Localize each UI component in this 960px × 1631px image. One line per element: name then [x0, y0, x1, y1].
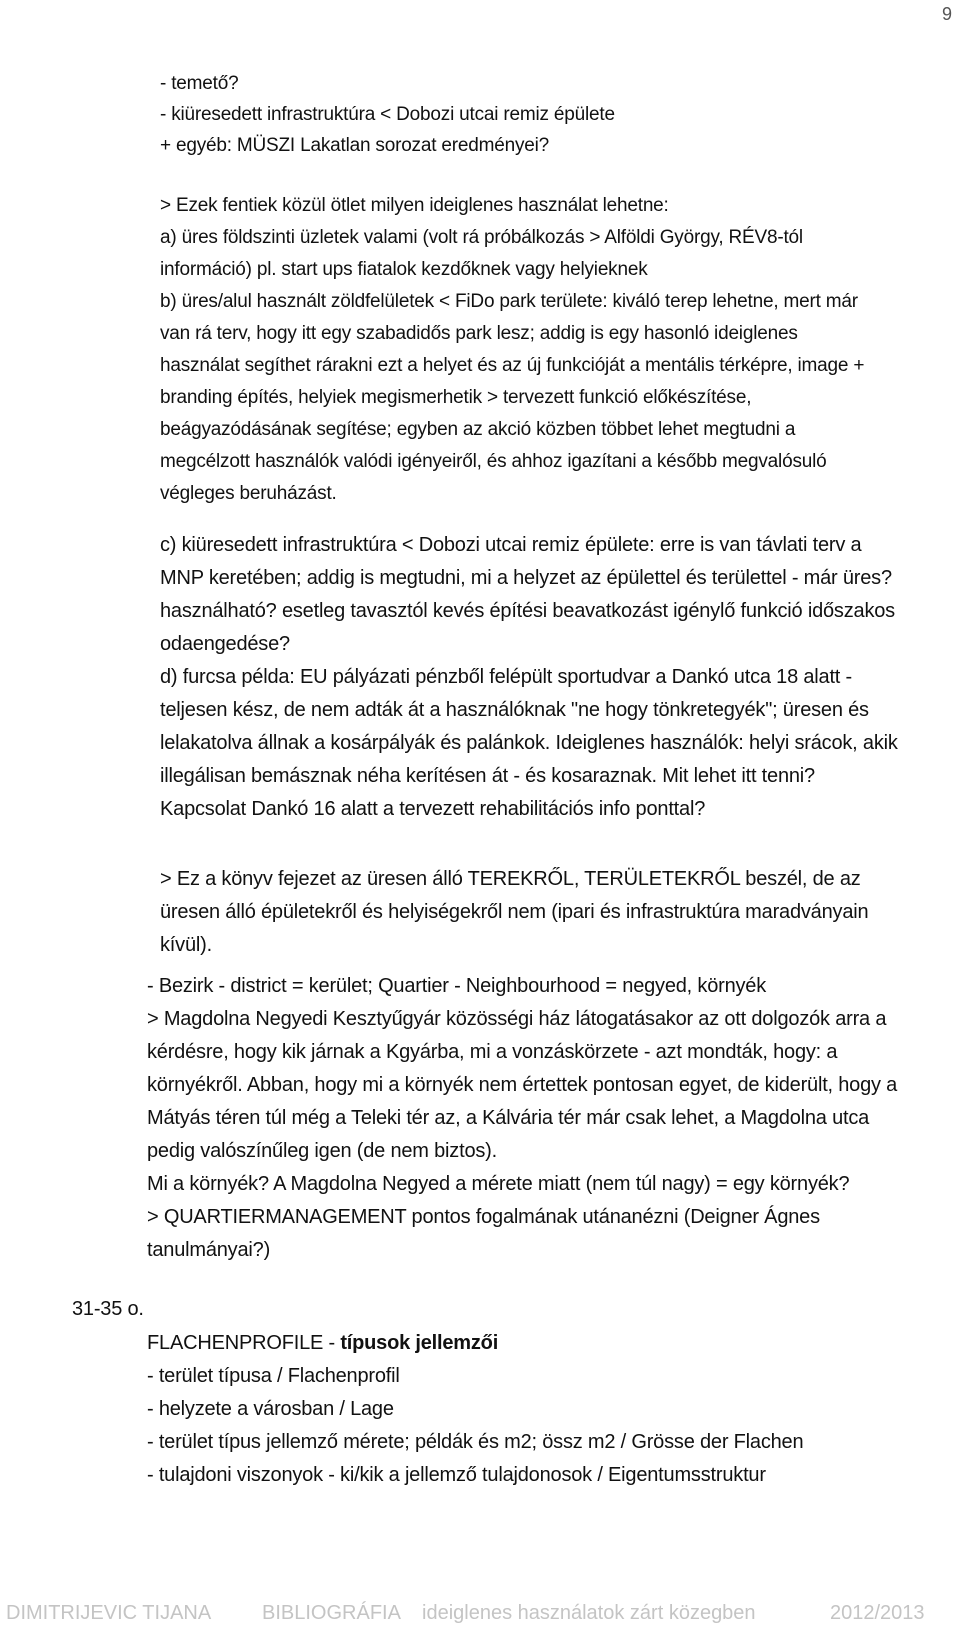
text-line: lelakatolva állnak a kosárpályák és palánkok. Ideiglenes használók: helyi srácok, akik	[160, 732, 898, 754]
c-d-paragraph	[160, 529, 898, 826]
flachenprofile-heading	[147, 1327, 803, 1360]
page-number: 9	[941, 4, 952, 24]
text-line: van rá terv, hogy itt egy szabadidős park lesz; addig is egy hasonló ideiglenes	[160, 323, 798, 344]
text-line: Kapcsolat Dankó 16 alatt a tervezett rehabilitációs info ponttal?	[160, 798, 706, 820]
text-line: végleges beruházást.	[160, 483, 337, 504]
text-line: megcélzott használók valódi igényeiről, és ahhoz igazítani a később megvalósuló	[160, 451, 827, 472]
heading-plain: FLACHENPROFILE -	[147, 1332, 341, 1354]
text-line: információ) pl. start ups fiatalok kezdőknek vagy helyieknek	[160, 259, 648, 280]
text-line: branding építés, helyiek megismerhetik > tervezett funkció előkészítése,	[160, 387, 752, 408]
list-item: - tulajdoni viszonyok - ki/kik a jellemző tulajdonosok / Eigentumsstruktur	[147, 1464, 766, 1486]
list-item: - terület típusa / Flachenprofil	[147, 1365, 400, 1387]
text-line: pedig valószínűleg igen (de nem biztos).	[147, 1140, 497, 1162]
text-line: + egyéb: MÜSZI Lakatlan sorozat eredményei?	[160, 135, 550, 156]
district-paragraph	[147, 970, 897, 1267]
footer-year: 2012/2013	[830, 1602, 925, 1624]
text-line: használható? esetleg tavasztól kevés építési beavatkozást igénylő funkció időszakos	[160, 600, 895, 622]
text-line: - kiüresedett infrastruktúra < Dobozi utcai remiz épülete	[160, 104, 615, 125]
text-line: > Ezek fentiek közül ötlet milyen ideiglenes használat lehetne:	[160, 195, 669, 216]
text-line: kívül).	[160, 934, 212, 956]
text-line: környékről. Abban, hogy mi a környék nem értettek pontosan egyet, de kiderült, hogy a	[147, 1074, 898, 1096]
text-line: - Bezirk - district = kerület; Quartier - Neighbourhood = negyed, környék	[147, 975, 767, 997]
text-line: illegálisan bemásznak néha kerítésen át - és kosaraznak. Mit lehet itt tenni?	[160, 765, 815, 787]
text-line: odaengedése?	[160, 633, 290, 655]
intro-list	[160, 68, 615, 161]
book-chapter-paragraph	[160, 863, 868, 962]
text-line: teljesen kész, de nem adták át a használóknak "ne hogy tönkretegyék"; üresen és	[160, 699, 869, 721]
ideas-paragraph	[160, 190, 864, 510]
text-line: > Magdolna Negyedi Kesztyűgyár közösségi ház látogatásakor az ott dolgozók arra a	[147, 1008, 887, 1030]
text-line: a) üres földszinti üzletek valami (volt rá próbálkozás > Alföldi György, RÉV8-tól	[160, 227, 803, 248]
text-line: d) furcsa példa: EU pályázati pénzből felépült sportudvar a Dankó utca 18 alatt -	[160, 666, 852, 688]
text-line: - temető?	[160, 73, 239, 94]
page-reference: 31-35 o.	[72, 1298, 144, 1320]
text-line: használat segíthet rárakni ezt a helyet és az új funkcióját a mentális térképre, image +	[160, 355, 865, 376]
list-item: - helyzete a városban / Lage	[147, 1398, 394, 1420]
text-line: tanulmányai?)	[147, 1239, 271, 1261]
text-line: MNP keretében; addig is megtudni, mi a helyzet az épülettel és területtel - már üres?	[160, 567, 892, 589]
page-footer	[0, 1596, 960, 1631]
text-line: b) üres/alul használt zöldfelületek < FiDo park területe: kiváló terep lehetne, mert már	[160, 291, 858, 312]
text-line: üresen álló épületekről és helyiségekről nem (ipari és infrastruktúra maradványain	[160, 901, 869, 923]
flachenprofile-list	[147, 1327, 803, 1492]
text-line: c) kiüresedett infrastruktúra < Dobozi utcai remiz épülete: erre is van távlati terv a	[160, 534, 862, 556]
footer-author: DIMITRIJEVIC TIJANA	[6, 1602, 212, 1624]
heading-bold: típusok jellemzői	[340, 1332, 499, 1354]
text-line: > QUARTIERMANAGEMENT pontos fogalmának utánanézni (Deigner Ágnes	[147, 1206, 820, 1228]
text-line: Mi a környék? A Magdolna Negyed a mérete miatt (nem túl nagy) = egy környék?	[147, 1173, 850, 1195]
list-item: - terület típus jellemző mérete; példák és m2; össz m2 / Grösse der Flachen	[147, 1431, 804, 1453]
text-line: > Ez a könyv fejezet az üresen álló TEREKRŐL, TERÜLETEKRŐL beszél, de az	[160, 868, 861, 890]
text-line: Mátyás téren túl még a Teleki tér az, a Kálvária tér már csak lehet, a Magdolna utca	[147, 1107, 870, 1129]
text-line: beágyazódásának segítése; egyben az akció közben többet lehet megtudni a	[160, 419, 796, 440]
text-line: kérdésre, hogy kik járnak a Kgyárba, mi a vonzáskörzete - azt mondták, hogy: a	[147, 1041, 838, 1063]
footer-topic: ideiglenes használatok zárt közegben	[422, 1602, 756, 1624]
footer-section: BIBLIOGRÁFIA	[262, 1602, 401, 1624]
